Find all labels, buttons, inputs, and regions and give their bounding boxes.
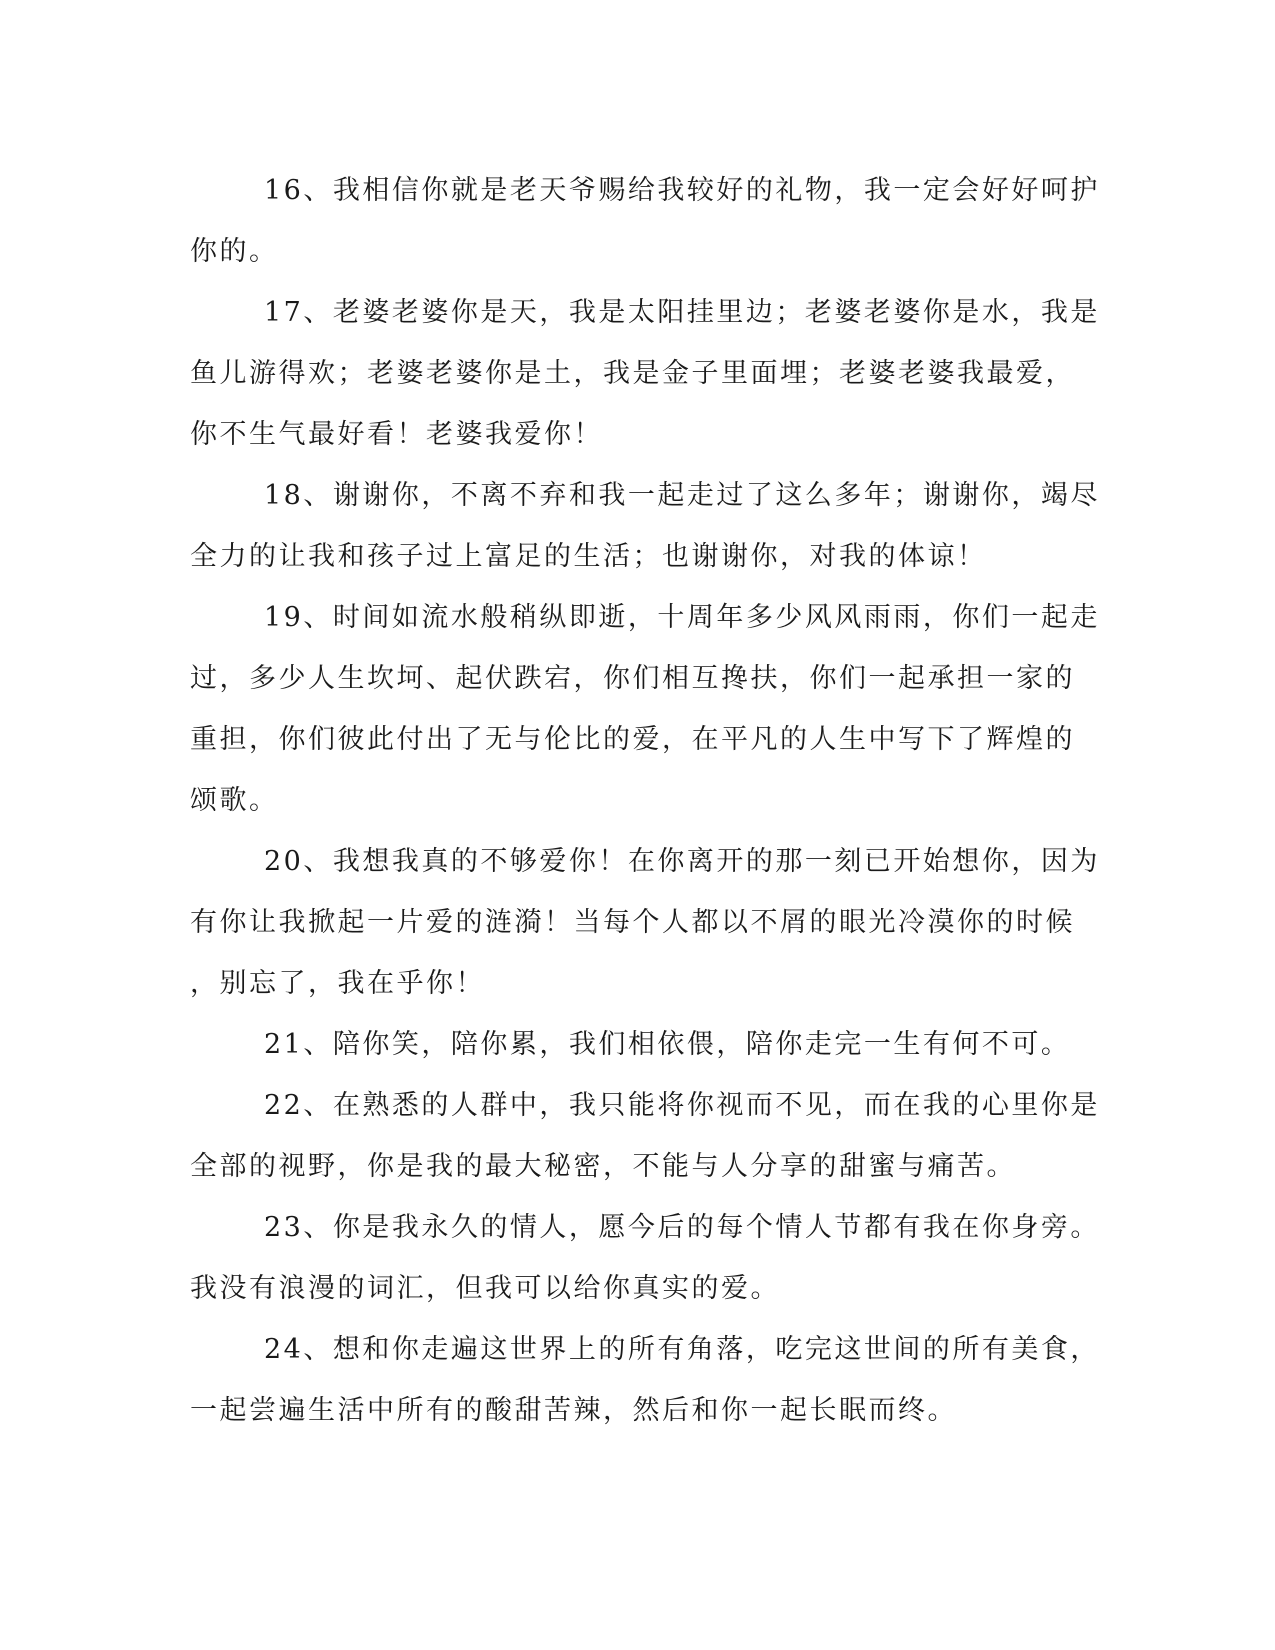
text-line: 我没有浪漫的词汇，但我可以给你真实的爱。: [190, 1273, 780, 1304]
text-line: 21、陪你笑，陪你累，我们相依偎，陪你走完一生有何不可。: [264, 1029, 1071, 1060]
text-line: 全部的视野，你是我的最大秘密，不能与人分享的甜蜜与痛苦。: [190, 1151, 1016, 1182]
paragraph-17: [190, 282, 1100, 465]
text-line: 过，多少人生坎坷、起伏跌宕，你们相互搀扶，你们一起承担一家的: [190, 663, 1075, 694]
text-line: 你的。: [190, 236, 279, 267]
paragraph-18: [190, 465, 1100, 587]
text-line: 20、我想我真的不够爱你！在你离开的那一刻已开始想你，因为: [264, 846, 1100, 877]
text-line: 19、时间如流水般稍纵即逝，十周年多少风风雨雨，你们一起走: [264, 602, 1100, 633]
text-line: 有你让我掀起一片爱的涟漪！当每个人都以不屑的眼光冷漠你的时候: [190, 907, 1075, 938]
text-line: 全力的让我和孩子过上富足的生活；也谢谢你，对我的体谅！: [190, 541, 987, 572]
text-line: 颂歌。: [190, 785, 279, 816]
text-line: 一起尝遍生活中所有的酸甜苦辣，然后和你一起长眠而终。: [190, 1395, 957, 1426]
paragraph-19: [190, 587, 1100, 831]
text-line: 23、你是我永久的情人，愿今后的每个情人节都有我在你身旁。: [264, 1212, 1100, 1243]
paragraph-16: [190, 160, 1100, 282]
text-line: 16、我相信你就是老天爷赐给我较好的礼物，我一定会好好呵护: [264, 175, 1100, 206]
text-line: ，别忘了，我在乎你！: [190, 968, 485, 999]
text-line: 22、在熟悉的人群中，我只能将你视而不见，而在我的心里你是: [264, 1090, 1100, 1121]
text-line: 你不生气最好看！老婆我爱你！: [190, 419, 603, 450]
paragraph-23: [190, 1197, 1100, 1319]
paragraph-22: [190, 1075, 1100, 1197]
document-body: [190, 160, 1100, 1441]
paragraph-20: [190, 831, 1100, 1014]
text-line: 重担，你们彼此付出了无与伦比的爱，在平凡的人生中写下了辉煌的: [190, 724, 1075, 755]
paragraph-21: [190, 1014, 1080, 1075]
text-line: 鱼儿游得欢；老婆老婆你是土，我是金子里面埋；老婆老婆我最爱，: [190, 358, 1075, 389]
text-line: 17、老婆老婆你是天，我是太阳挂里边；老婆老婆你是水，我是: [264, 297, 1100, 328]
paragraph-24: [190, 1319, 1100, 1441]
text-line: 18、谢谢你，不离不弃和我一起走过了这么多年；谢谢你，竭尽: [264, 480, 1100, 511]
text-line: 24、想和你走遍这世界上的所有角落，吃完这世间的所有美食，: [264, 1334, 1100, 1365]
